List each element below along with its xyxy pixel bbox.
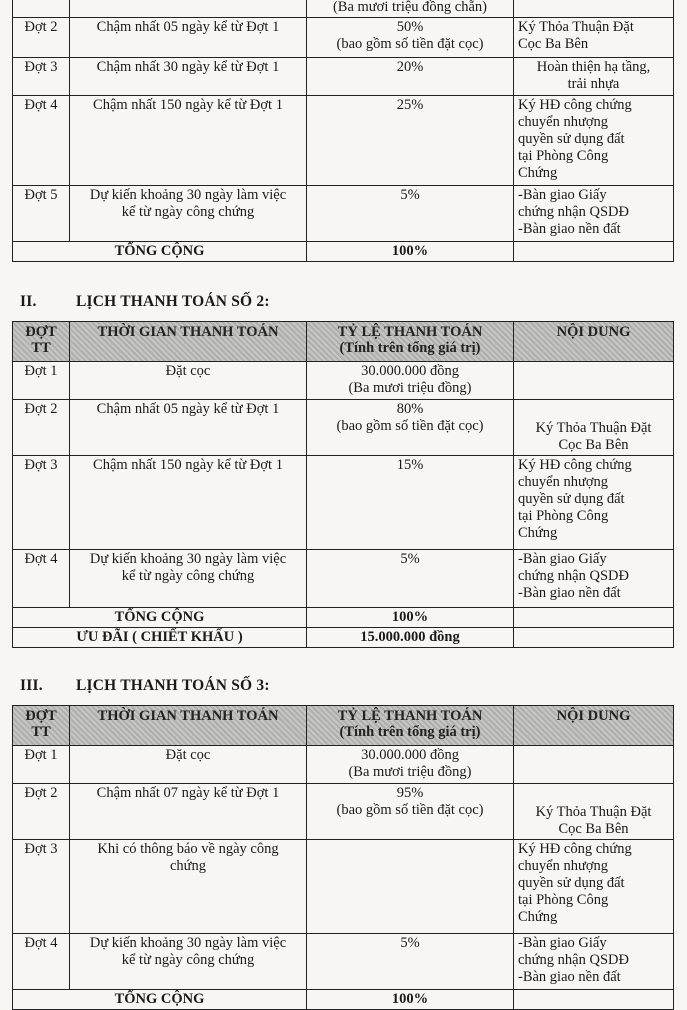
table-row: [13, 456, 674, 550]
cell-content: Ký Thỏa Thuận Đặt Cọc Ba Bên: [514, 400, 674, 456]
cell-dot: Đợt 2: [13, 400, 70, 456]
header-dot: ĐỢT TT: [13, 706, 70, 746]
cell-dot: Đợt 3: [13, 456, 70, 550]
table-row: [13, 784, 674, 840]
discount-row: [13, 628, 674, 648]
cell-dot: Đợt 3: [13, 840, 70, 934]
cell-dot: Đợt 4: [13, 96, 70, 186]
payment-table-1: [12, 0, 674, 262]
cell-rate: [307, 840, 514, 934]
header-rate: TỶ LỆ THANH TOÁN (Tính trên tổng giá trị): [307, 322, 514, 362]
table-row: [13, 746, 674, 784]
cell-time: Dự kiến khoảng 30 ngày làm việc kể từ ngày công chứng: [70, 186, 307, 242]
cell-time: Chậm nhất 150 ngày kể từ Đợt 1: [70, 456, 307, 550]
total-row: [13, 608, 674, 628]
total-label: TỔNG CỘNG: [13, 990, 307, 1010]
total-value: 100%: [307, 242, 514, 262]
table-header-row: [13, 322, 674, 362]
cell-time: Chậm nhất 150 ngày kể từ Đợt 1: [70, 96, 307, 186]
header-time: THỜI GIAN THANH TOÁN: [70, 322, 307, 362]
cell-rate: 30.000.000 đồng (Ba mươi triệu đồng): [307, 362, 514, 400]
header-time: THỜI GIAN THANH TOÁN: [70, 706, 307, 746]
payment-table-2: [12, 321, 674, 648]
table-row: [13, 550, 674, 608]
cell-dot: Đợt 1: [13, 746, 70, 784]
cell-content: -Bàn giao Giấy chứng nhận QSDĐ -Bàn giao nền đất: [514, 934, 674, 990]
cell-dot: Đợt 4: [13, 550, 70, 608]
cell-dot: Đợt 3: [13, 58, 70, 96]
cell-time: Chậm nhất 07 ngày kể từ Đợt 1: [70, 784, 307, 840]
cell-rate: 20%: [307, 58, 514, 96]
cell-time: [70, 0, 307, 18]
cell-time: Chậm nhất 30 ngày kể từ Đợt 1: [70, 58, 307, 96]
cell-time: Đặt cọc: [70, 362, 307, 400]
cell-content: [514, 242, 674, 262]
table-row: [13, 934, 674, 990]
discount-label: ƯU ĐÃI ( CHIẾT KHẤU ): [13, 628, 307, 648]
cell-dot: Đợt 2: [13, 784, 70, 840]
cell-time: Dự kiến khoảng 30 ngày làm việc kể từ ngày công chứng: [70, 934, 307, 990]
table-row: [13, 58, 674, 96]
total-row: [13, 242, 674, 262]
cell-rate: 5%: [307, 186, 514, 242]
cell-time: Chậm nhất 05 ngày kể từ Đợt 1: [70, 400, 307, 456]
header-content: NỘI DUNG: [514, 706, 674, 746]
cell-dot: [13, 0, 70, 18]
cell-content: [514, 362, 674, 400]
cell-rate: 50% (bao gồm số tiền đặt cọc): [307, 18, 514, 58]
header-dot: ĐỢT TT: [13, 322, 70, 362]
cell-rate: 15%: [307, 456, 514, 550]
cell-content: [514, 746, 674, 784]
table-header-row: [13, 706, 674, 746]
cell-rate: 30.000.000 đồng (Ba mươi triệu đồng): [307, 746, 514, 784]
table-row: [13, 0, 674, 18]
cell-time: Khi có thông báo về ngày công chứng: [70, 840, 307, 934]
table-row: [13, 840, 674, 934]
total-value: 100%: [307, 990, 514, 1010]
cell-content: [514, 628, 674, 648]
cell-content: -Bàn giao Giấy chứng nhận QSDĐ -Bàn giao nền đất: [514, 550, 674, 608]
section-heading-3: III. LỊCH THANH TOÁN SỐ 3:: [20, 677, 270, 694]
cell-rate: 5%: [307, 550, 514, 608]
payment-table-3: [12, 705, 674, 1010]
cell-dot: Đợt 5: [13, 186, 70, 242]
cell-rate: 25%: [307, 96, 514, 186]
cell-time: Đặt cọc: [70, 746, 307, 784]
cell-content: Ký HĐ công chứng chuyển nhượng quyền sử dụng đất tại Phòng Công Chứng: [514, 456, 674, 550]
cell-rate: (Ba mươi triệu đồng chẵn): [307, 0, 514, 18]
cell-content: Ký Thỏa Thuận Đặt Cọc Ba Bên: [514, 18, 674, 58]
cell-rate: 5%: [307, 934, 514, 990]
cell-content: Hoàn thiện hạ tầng, trải nhựa: [514, 58, 674, 96]
cell-content: Ký Thỏa Thuận Đặt Cọc Ba Bên: [514, 784, 674, 840]
section-heading-2: II. LỊCH THANH TOÁN SỐ 2:: [20, 293, 270, 310]
table-row: [13, 400, 674, 456]
cell-rate: 80% (bao gồm số tiền đặt cọc): [307, 400, 514, 456]
cell-dot: Đợt 2: [13, 18, 70, 58]
discount-value: 15.000.000 đồng: [307, 628, 514, 648]
table-row: [13, 186, 674, 242]
table-row: [13, 362, 674, 400]
table-row: [13, 18, 674, 58]
header-rate: TỶ LỆ THANH TOÁN (Tính trên tổng giá trị): [307, 706, 514, 746]
cell-content: Ký HĐ công chứng chuyển nhượng quyền sử dụng đất tại Phòng Công Chứng: [514, 840, 674, 934]
total-label: TỔNG CỘNG: [13, 608, 307, 628]
cell-content: Ký HĐ công chứng chuyển nhượng quyền sử dụng đất tại Phòng Công Chứng: [514, 96, 674, 186]
cell-content: [514, 608, 674, 628]
header-content: NỘI DUNG: [514, 322, 674, 362]
cell-time: Dự kiến khoảng 30 ngày làm việc kể từ ngày công chứng: [70, 550, 307, 608]
cell-time: Chậm nhất 05 ngày kể từ Đợt 1: [70, 18, 307, 58]
cell-content: -Bàn giao Giấy chứng nhận QSDĐ -Bàn giao nền đất: [514, 186, 674, 242]
total-value: 100%: [307, 608, 514, 628]
cell-content: [514, 0, 674, 18]
total-label: TỔNG CỘNG: [13, 242, 307, 262]
cell-dot: Đợt 1: [13, 362, 70, 400]
cell-dot: Đợt 4: [13, 934, 70, 990]
table-row: [13, 96, 674, 186]
cell-rate: 95% (bao gồm số tiền đặt cọc): [307, 784, 514, 840]
